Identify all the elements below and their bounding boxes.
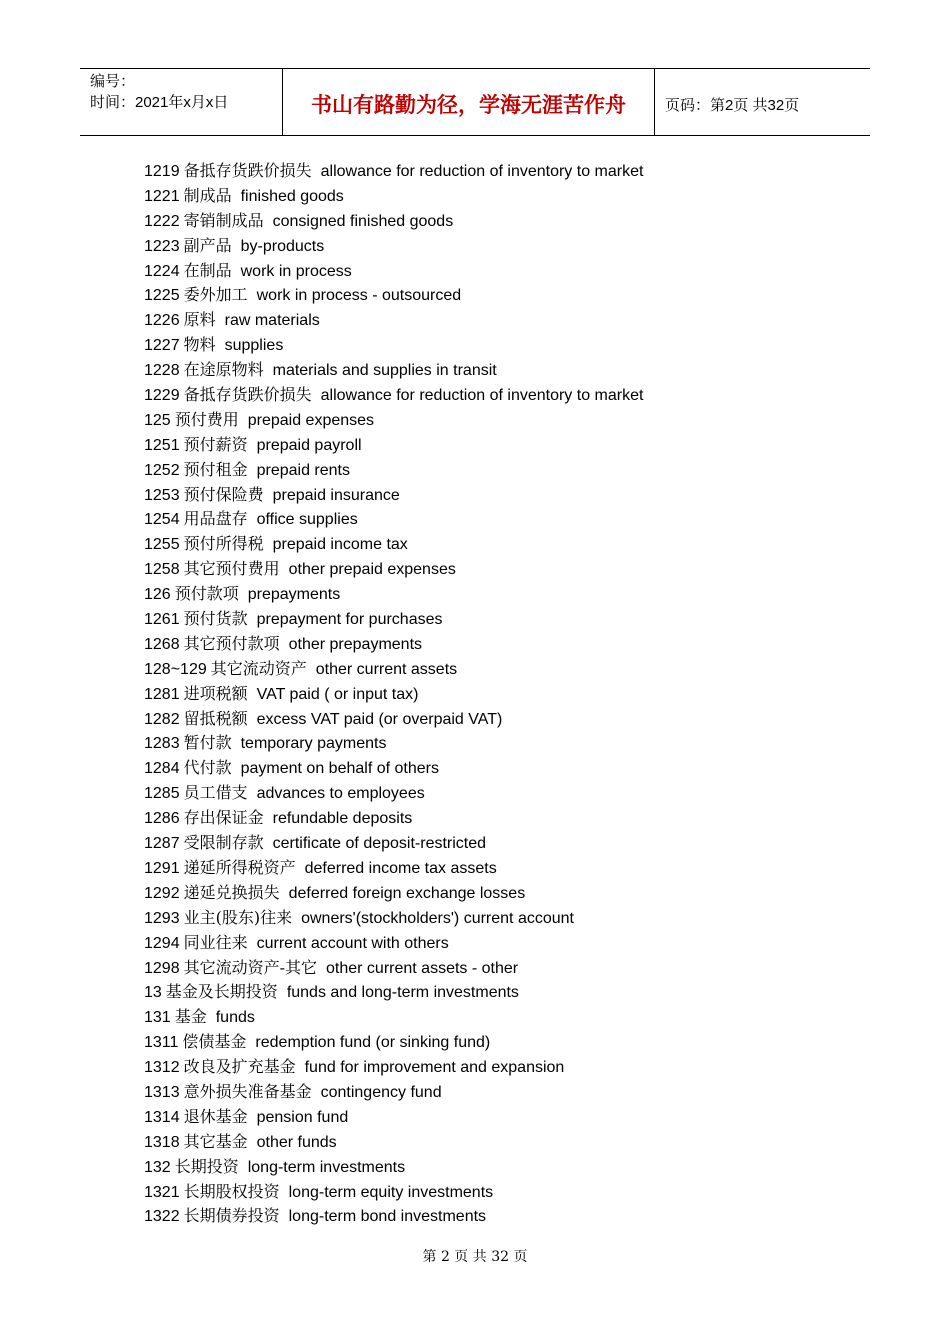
- header-motto: 书山有路勤为径，学海无涯苦作舟: [282, 69, 655, 135]
- account-code: 1318: [144, 1133, 180, 1151]
- account-name-english: certificate of deposit-restricted: [272, 835, 487, 853]
- list-item: [144, 234, 864, 259]
- account-name-chinese: 递延所得税资产: [183, 857, 296, 877]
- account-code: 1221: [144, 187, 180, 205]
- account-code: 1321: [144, 1183, 180, 1201]
- account-name-chinese: 其它流动资产: [210, 658, 307, 678]
- list-item: [144, 1130, 864, 1155]
- account-name-english: payment on behalf of others: [240, 760, 439, 778]
- list-item: [144, 283, 864, 308]
- account-code: 125: [144, 411, 171, 429]
- account-name-chinese: 进项税额: [183, 683, 248, 703]
- list-item: [144, 682, 864, 707]
- list-item: [144, 582, 864, 607]
- header-meta: [80, 69, 282, 135]
- account-name-english: prepaid insurance: [272, 486, 400, 504]
- account-code: 1314: [144, 1108, 180, 1126]
- account-name-english: other prepaid expenses: [288, 561, 456, 579]
- account-name-english: prepaid income tax: [272, 536, 408, 554]
- list-item: [144, 931, 864, 956]
- list-item: [144, 333, 864, 358]
- account-code: 1225: [144, 287, 180, 305]
- account-name-english: funds and long-term investments: [286, 984, 519, 1002]
- account-name-chinese: 基金及长期投资: [165, 982, 278, 1002]
- list-item: [144, 980, 864, 1005]
- account-code: 1254: [144, 511, 180, 529]
- account-code: 1255: [144, 536, 180, 554]
- account-code: 1298: [144, 959, 180, 977]
- list-item: [144, 1005, 864, 1030]
- list-item: [144, 731, 864, 756]
- list-item: [144, 184, 864, 209]
- account-code: 132: [144, 1158, 171, 1176]
- account-name-chinese: 其它预付款项: [183, 633, 280, 653]
- list-item: [144, 209, 864, 234]
- account-code: 131: [144, 1009, 171, 1027]
- list-item: [144, 831, 864, 856]
- list-item: [144, 806, 864, 831]
- account-name-chinese: 预付租金: [183, 459, 248, 479]
- account-code: 128~129: [144, 660, 207, 678]
- list-item: [144, 458, 864, 483]
- account-code: 1251: [144, 436, 180, 454]
- account-name-chinese: 在途原物料: [183, 360, 264, 380]
- list-item: [144, 906, 864, 931]
- list-item: [144, 483, 864, 508]
- list-item: [144, 433, 864, 458]
- account-name-chinese: 在制品: [183, 260, 232, 280]
- account-name-chinese: 用品盘存: [183, 509, 248, 529]
- account-code: 1282: [144, 710, 180, 728]
- account-name-chinese: 其它预付费用: [183, 559, 280, 579]
- account-name-english: allowance for reduction of inventory to market: [320, 387, 644, 405]
- account-name-chinese: 长期债券投资: [183, 1206, 280, 1226]
- account-name-english: deferred income tax assets: [304, 859, 497, 877]
- account-name-chinese: 退休基金: [183, 1106, 248, 1126]
- account-code: 1223: [144, 237, 180, 255]
- account-name-english: consigned finished goods: [272, 212, 454, 230]
- account-name-english: other prepayments: [288, 635, 423, 653]
- account-name-english: prepaid expenses: [247, 411, 375, 429]
- account-name-english: long-term bond investments: [288, 1208, 487, 1226]
- account-name-english: current account with others: [256, 934, 449, 952]
- list-item: [144, 707, 864, 732]
- list-item: [144, 781, 864, 806]
- account-name-english: other current assets - other: [326, 959, 519, 977]
- list-item: [144, 881, 864, 906]
- account-name-english: supplies: [224, 337, 284, 355]
- account-name-english: work in process: [240, 262, 352, 280]
- account-name-chinese: 长期投资: [174, 1156, 239, 1176]
- account-code: 1287: [144, 835, 180, 853]
- account-name-chinese: 其它流动资产-其它: [183, 957, 318, 977]
- account-name-english: other current assets: [315, 660, 458, 678]
- account-name-chinese: 基金: [174, 1007, 207, 1027]
- account-name-chinese: 预付保险费: [183, 484, 264, 504]
- account-name-english: contingency fund: [320, 1083, 442, 1101]
- account-code: 1311: [144, 1034, 179, 1052]
- account-name-english: VAT paid ( or input tax): [256, 685, 419, 703]
- account-code: 1228: [144, 362, 180, 380]
- account-name-english: temporary payments: [240, 735, 387, 753]
- list-item: [144, 532, 864, 557]
- account-name-chinese: 预付所得税: [183, 534, 264, 554]
- account-name-english: excess VAT paid (or overpaid VAT): [256, 710, 503, 728]
- list-item: [144, 408, 864, 433]
- list-item: [144, 756, 864, 781]
- page-footer: 第 2 页 共 32 页: [422, 1249, 528, 1265]
- account-name-chinese: 制成品: [183, 185, 232, 205]
- account-name-chinese: 偿债基金: [182, 1032, 247, 1052]
- list-item: [144, 259, 864, 284]
- account-code: 1283: [144, 735, 180, 753]
- list-item: [144, 1204, 864, 1229]
- account-name-english: work in process - outsourced: [256, 287, 462, 305]
- account-code: 1293: [144, 909, 180, 927]
- list-item: [144, 632, 864, 657]
- account-name-english: allowance for reduction of inventory to market: [320, 163, 644, 180]
- list-item: [144, 1055, 864, 1080]
- page-header: [80, 68, 870, 136]
- account-name-chinese: 预付薪资: [183, 434, 248, 454]
- account-code: 1292: [144, 884, 180, 902]
- account-code: 1322: [144, 1208, 180, 1226]
- glossary-list: [144, 159, 864, 1229]
- account-name-english: prepaid rents: [256, 461, 350, 479]
- account-name-english: raw materials: [224, 312, 320, 330]
- serial-number-label: 编号：: [90, 73, 136, 90]
- account-name-chinese: 其它基金: [183, 1131, 248, 1151]
- account-name-english: prepayments: [247, 586, 341, 604]
- account-code: 1291: [144, 859, 180, 877]
- account-code: 1285: [144, 785, 180, 803]
- account-name-english: materials and supplies in transit: [272, 362, 497, 380]
- account-name-english: funds: [215, 1009, 255, 1027]
- account-name-chinese: 寄销制成品: [183, 210, 264, 230]
- account-name-english: long-term equity investments: [288, 1183, 494, 1201]
- list-item: [144, 358, 864, 383]
- account-name-english: long-term investments: [247, 1158, 406, 1176]
- account-name-english: by-products: [240, 237, 325, 255]
- list-item: [144, 507, 864, 532]
- list-item: [144, 956, 864, 981]
- account-code: 1261: [144, 611, 180, 629]
- date-label: 时间：2021年x月x日: [90, 94, 229, 111]
- account-name-chinese: 预付费用: [174, 409, 239, 429]
- account-name-english: prepayment for purchases: [256, 611, 443, 629]
- account-name-chinese: 长期股权投资: [183, 1181, 280, 1201]
- list-item: [144, 856, 864, 881]
- account-name-english: deferred foreign exchange losses: [288, 884, 526, 902]
- account-name-chinese: 预付货款: [183, 609, 248, 629]
- account-name-chinese: 物料: [183, 335, 216, 355]
- account-name-english: redemption fund (or sinking fund): [255, 1034, 491, 1052]
- account-name-english: owners'(stockholders') current account: [301, 909, 574, 927]
- account-code: 126: [144, 586, 171, 604]
- account-code: 1224: [144, 262, 180, 280]
- account-name-chinese: 意外损失准备基金: [183, 1081, 312, 1101]
- account-code: 1229: [144, 387, 180, 405]
- list-item: [144, 557, 864, 582]
- account-name-english: advances to employees: [256, 785, 425, 803]
- account-code: 13: [144, 984, 162, 1002]
- account-name-chinese: 受限制存款: [183, 833, 264, 853]
- account-name-chinese: 预付款项: [174, 584, 239, 604]
- list-item: [144, 308, 864, 333]
- account-name-chinese: 递延兑换损失: [183, 882, 280, 902]
- account-code: 1252: [144, 461, 180, 479]
- account-name-chinese: 员工借支: [183, 783, 248, 803]
- account-name-chinese: 业主(股东)往来: [183, 907, 293, 927]
- account-code: 1313: [144, 1083, 180, 1101]
- account-code: 1312: [144, 1059, 180, 1077]
- account-code: 1294: [144, 934, 180, 952]
- account-name-chinese: 暂付款: [183, 733, 232, 753]
- list-item: [144, 1030, 864, 1055]
- account-code: 1268: [144, 635, 180, 653]
- account-name-english: pension fund: [256, 1108, 349, 1126]
- list-item: [144, 1155, 864, 1180]
- account-name-english: finished goods: [240, 187, 344, 205]
- account-name-english: office supplies: [256, 511, 358, 529]
- account-code: 1253: [144, 486, 180, 504]
- account-name-chinese: 代付款: [183, 758, 232, 778]
- account-name-chinese: 备抵存货跌价损失: [183, 161, 312, 180]
- list-item: [144, 383, 864, 408]
- header-page-info: 页码：第2页 共32页: [665, 96, 800, 114]
- account-name-english: fund for improvement and expansion: [304, 1059, 565, 1077]
- account-name-chinese: 备抵存货跌价损失: [183, 385, 312, 405]
- account-name-chinese: 副产品: [183, 235, 232, 255]
- account-name-english: other funds: [256, 1133, 337, 1151]
- list-item: [144, 607, 864, 632]
- list-item: [144, 1105, 864, 1130]
- account-code: 1258: [144, 561, 180, 579]
- account-name-chinese: 改良及扩充基金: [183, 1057, 296, 1077]
- account-name-chinese: 同业往来: [183, 932, 248, 952]
- account-code: 1281: [144, 685, 180, 703]
- list-item: [144, 657, 864, 682]
- account-name-english: refundable deposits: [272, 810, 413, 828]
- account-code: 1284: [144, 760, 180, 778]
- account-code: 1226: [144, 312, 180, 330]
- account-name-chinese: 留抵税额: [183, 708, 248, 728]
- account-name-chinese: 原料: [183, 310, 216, 330]
- list-item: [144, 159, 864, 184]
- account-code: 1219: [144, 163, 180, 180]
- list-item: [144, 1080, 864, 1105]
- account-code: 1227: [144, 337, 180, 355]
- account-name-chinese: 存出保证金: [183, 808, 264, 828]
- account-code: 1222: [144, 212, 180, 230]
- account-name-english: prepaid payroll: [256, 436, 362, 454]
- list-item: [144, 1180, 864, 1205]
- account-name-chinese: 委外加工: [183, 285, 248, 305]
- account-code: 1286: [144, 810, 180, 828]
